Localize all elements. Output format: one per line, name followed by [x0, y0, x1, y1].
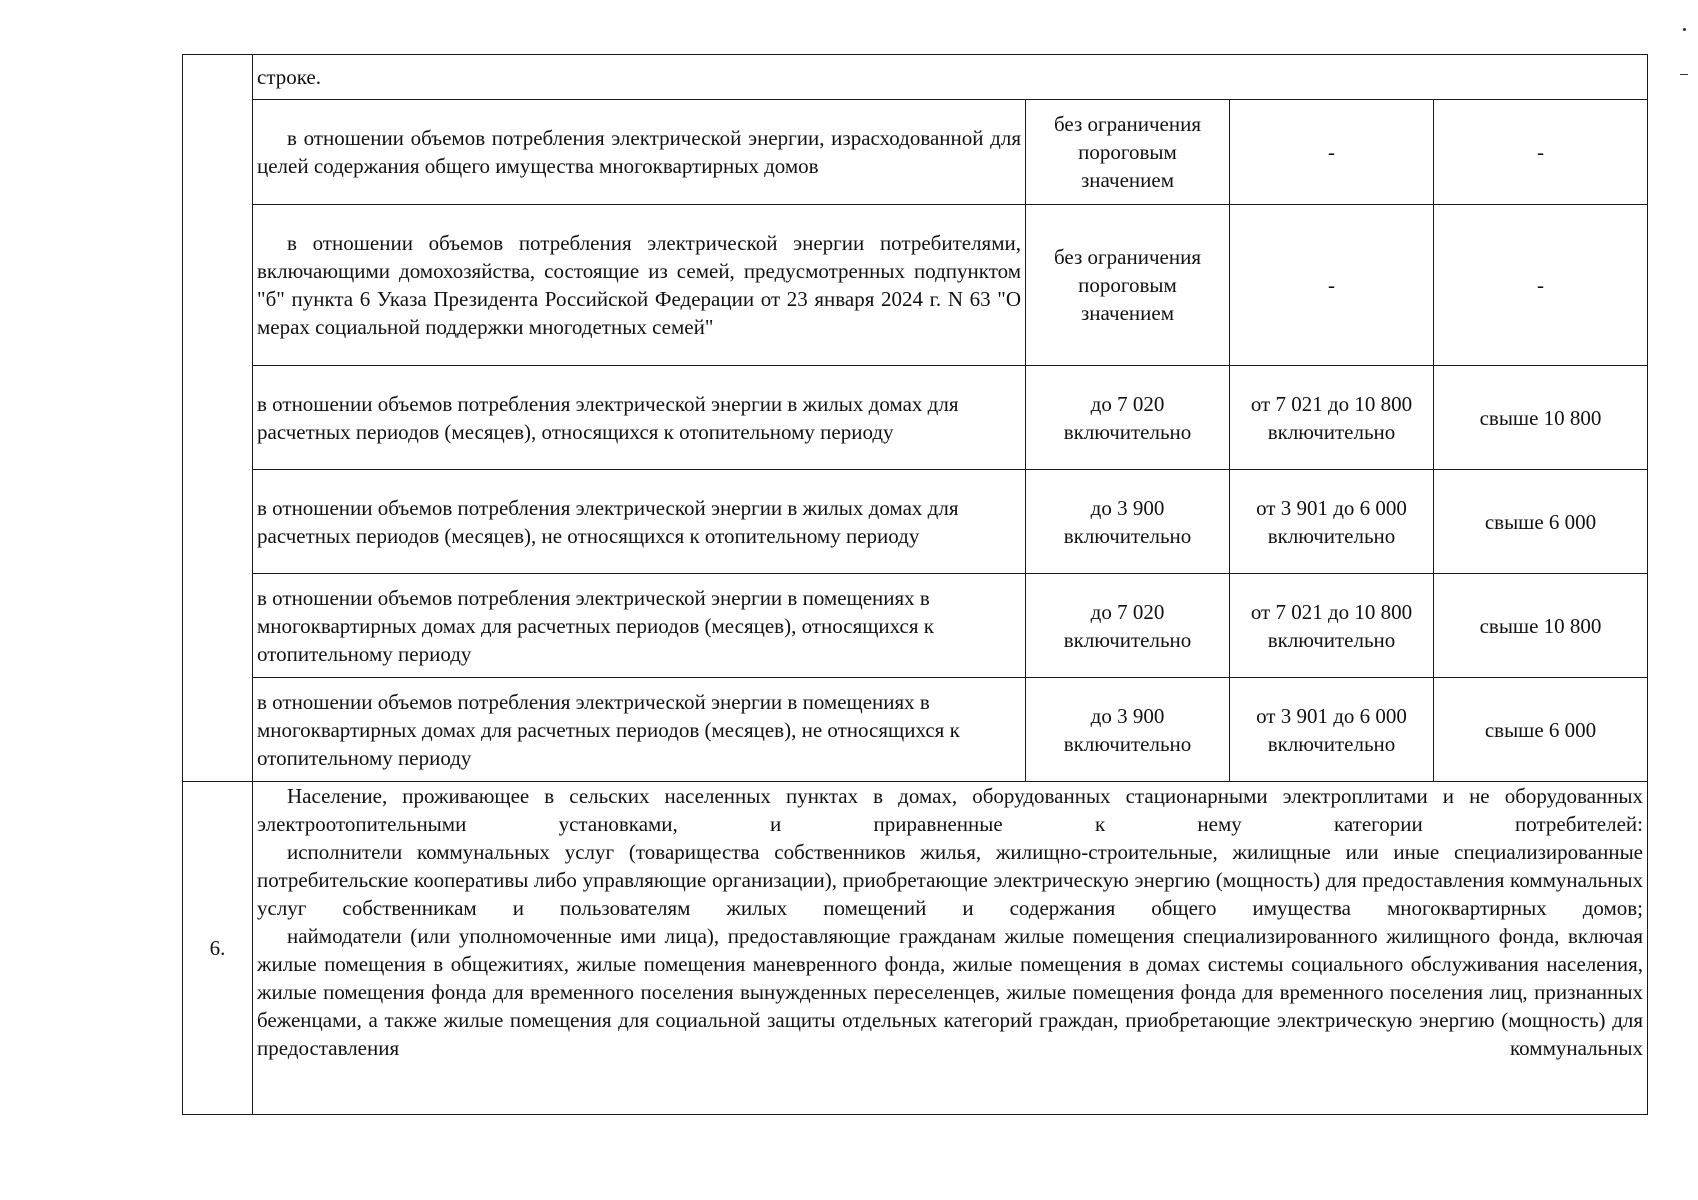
table-row — [183, 678, 1648, 782]
section-6-paragraph: исполнители коммунальных услуг (товарищества собственников жилья, жилищно-строительные, жилищные или иные специализированные потребительские кооперативы либо управляющие организации), приобретающие электрическую энергию (мощность) для предоставления коммунальных услуг собственникам и пользователям жилых помещений и содержания общего имущества многоквартирных домов; — [257, 840, 1644, 920]
row-description: в отношении объемов потребления электрической энергии в помещениях в многоквартирных домах для расчетных периодов (месяцев), относящихся к отопительному периоду — [253, 574, 1026, 678]
table-row — [183, 100, 1648, 205]
section-6-paragraph: наймодатели (или уполномоченные ими лица), предоставляющие гражданам жилые помещения специализированного жилищного фонда, включая жилые помещения в общежитиях, жилые помещения маневренного фонда, жилые помещения в домах системы социального обслуживания населения, жилые помещения фонда для временного поселения вынужденных переселенцев, жилые помещения фонда для временного поселения лиц, признанных беженцами, а также жилые помещения для социальной защиты отдельных категорий граждан, приобретающие электрическую энергию (мощность) для предоставления коммунальных — [257, 924, 1644, 1060]
table-row — [183, 574, 1648, 678]
table-row-section-6 — [183, 782, 1648, 1115]
threshold-value-3: свыше 6 000 — [1434, 470, 1648, 574]
table-row — [183, 366, 1648, 470]
threshold-value-2: от 3 901 до 6 000 включительно — [1230, 678, 1434, 782]
section-6-paragraph: Население, проживающее в сельских населенных пунктах в домах, оборудованных стационарными электроплитами и не оборудованных электроотопительными установками, и приравненные к нему категории потребителей: — [257, 784, 1644, 836]
threshold-value-2: от 7 021 до 10 800 включительно — [1230, 366, 1434, 470]
section-6-text — [253, 782, 1648, 1115]
row-description: в отношении объемов потребления электрической энергии, израсходованной для целей содержания общего имущества многоквартирных домов — [253, 100, 1026, 205]
threshold-value-1: без ограничения пороговым значением — [1026, 100, 1230, 205]
threshold-value-1: без ограничения пороговым значением — [1026, 205, 1230, 366]
threshold-value-1: до 7 020 включительно — [1026, 366, 1230, 470]
threshold-value-3: свыше 10 800 — [1434, 366, 1648, 470]
threshold-value-3: свыше 10 800 — [1434, 574, 1648, 678]
table-row-continuation — [183, 55, 1648, 100]
threshold-value-1: до 3 900 включительно — [1026, 678, 1230, 782]
row-description: в отношении объемов потребления электрической энергии в жилых домах для расчетных периодов (месяцев), не относящихся к отопительному периоду — [253, 470, 1026, 574]
tariff-table — [182, 54, 1648, 1115]
threshold-value-2: от 7 021 до 10 800 включительно — [1230, 574, 1434, 678]
row-description: в отношении объемов потребления электрической энергии в помещениях в многоквартирных домах для расчетных периодов (месяцев), не относящихся к отопительному периоду — [253, 678, 1026, 782]
threshold-value-1: до 3 900 включительно — [1026, 470, 1230, 574]
threshold-value-2: - — [1230, 100, 1434, 205]
threshold-value-3: - — [1434, 205, 1648, 366]
threshold-value-3: - — [1434, 100, 1648, 205]
row-description: в отношении объемов потребления электрической энергии в жилых домах для расчетных периодов (месяцев), относящихся к отопительному периоду — [253, 366, 1026, 470]
scan-dash — [1680, 74, 1688, 75]
table-row — [183, 205, 1648, 366]
threshold-value-2: - — [1230, 205, 1434, 366]
scan-dot — [1683, 28, 1686, 31]
continuation-text: строке. — [253, 55, 1648, 100]
table-row — [183, 470, 1648, 574]
row-number-cell — [183, 55, 253, 782]
row-description: в отношении объемов потребления электрической энергии потребителями, включающими домохозяйства, состоящие из семей, предусмотренных подпунктом "б" пункта 6 Указа Президента Российской Федерации от 23 января 2024 г. N 63 "О мерах социальной поддержки многодетных семей" — [253, 205, 1026, 366]
threshold-value-3: свыше 6 000 — [1434, 678, 1648, 782]
threshold-value-2: от 3 901 до 6 000 включительно — [1230, 470, 1434, 574]
section-number: 6. — [183, 782, 253, 1115]
threshold-value-1: до 7 020 включительно — [1026, 574, 1230, 678]
